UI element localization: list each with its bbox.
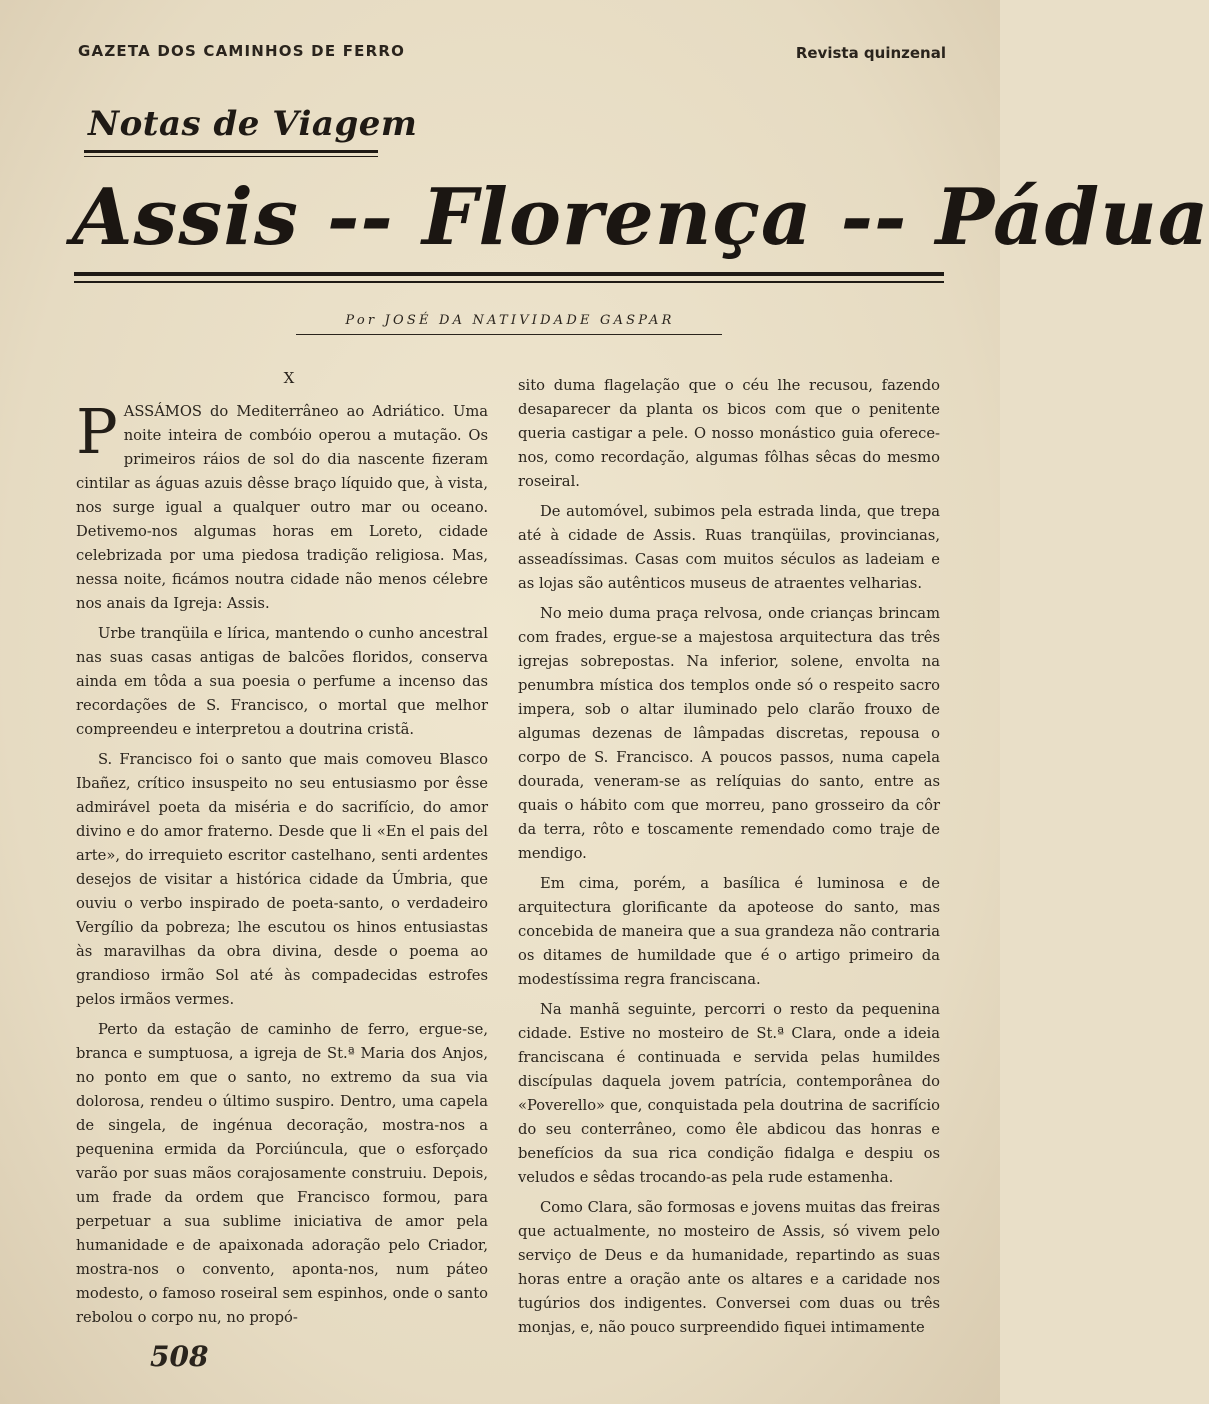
left-column [76,366,488,1336]
section-underline [84,150,378,153]
drop-cap: P [76,395,118,468]
right-column [518,374,940,1346]
paragraph: Na manhã seguinte, percorri o resto da pequenina cidade. Estive no mosteiro de St.ª Clara, onde a ideia franciscana é continuada e servida pelas humildes discípulas daquela jovem patrícia, contemporânea do «Poverello» que, conquistada pela doutrina de sacrifício do seu conterrâneo, como êle abdicou das honras e benefícios da sua rica condição fidalga e despiu os veludos e sêdas trocando-as pela rude estamenha. [518,1001,940,1186]
byline: Por JOSÉ DA NATIVIDADE GASPAR [345,313,675,328]
publication-frequency: Revista quinzenal [795,44,946,62]
bleed-through-ghost [520,120,536,174]
paragraph: Como Clara, são formosas e jovens muitas das freiras que actualmente, no mosteiro de Assis, só vivem pelo serviço de Deus e da humanidade, repartindo as suas horas entre a oração ante os altares e a caridade nos tugúrios dos indigentes. Conversei com duas ou três monjas, e, não pouco surpreendido fiquei intimamente [518,1199,940,1336]
section-title: Notas de Viagem [88,104,418,144]
paragraph: sito duma flagelação que o céu lhe recusou, fazendo desaparecer da planta os bicos com que o penitente queria castigar a pele. O nosso monástico guia oferece-nos, como recordação, algumas fôlhas sêcas do mesmo roseiral. [518,377,940,490]
paragraph: Em cima, porém, a basílica é luminosa e de arquitectura glorificante da apoteose do santo, mas concebida de maneira que a sua grandeza não contraria os ditames de humildade que é o artigo primeiro da modestíssima regra franciscana. [518,875,940,988]
paragraph: Perto da estação de caminho de ferro, ergue-se, branca e sumptuosa, a igreja de St.ª Maria dos Anjos, no ponto em que o santo, no extremo da sua via dolorosa, rendeu o último suspiro. Dentro, uma capela de singela, de ingénua decoração, mostra-nos a pequenina ermida da Porciúncula, que o esforçado varão por suas mãos corajosamente construiu. Depois, um frade da ordem que Francisco formou, para perpetuar a sua sublime iniciativa de amor pela humanidade e de apaixonada adoração pelo Criador, mostra-nos o convento, aponta-nos, num páteo modesto, o famoso roseiral sem espinhos, onde o santo rebolou o corpo nu, no propó- [76,1021,488,1326]
paragraph-text: ASSÁMOS do Mediterrâneo ao Adriático. Uma noite inteira de combóio operou a mutação. Os primeiros ráios de sol do dia nascente fizeram cintilar as águas azuis dêsse braço líquido que, à vista, nos surge igual a qualquer outro mar ou oceano. Detivemo-nos algumas horas em Loreto, cidade celebrizada por uma piedosa tradição religiosa. Mas, nessa noite, ficámos noutra cidade não menos célebre nos anais da Igreja: Assis. [76,403,488,612]
paragraph: No meio duma praça relvosa, onde crianças brincam com frades, ergue-se a majestosa arquitectura das três igrejas sobrepostas. Na inferior, solene, envolta na penumbra mística dos templos onde só o respeito sacro impera, sob o altar iluminado pelo clarão frouxo de algumas dezenas de lâmpadas discretas, repousa o corpo de S. Francisco. A poucos passos, numa capela dourada, veneram-se as relíquias do santo, entre as quais o hábito com que morreu, pano grosseiro da côr da terra, rôto e toscamente remendado como traje de mendigo. [518,605,940,862]
section-underline-thin [84,156,378,157]
page-number: 508 [150,1340,209,1373]
paragraph: S. Francisco foi o santo que mais comoveu Blasco Ibañez, crítico insuspeito no seu entusiasmo por êsse admirável poeta da miséria e do sacrifício, do amor divino e do amor fraterno. Desde que li «En el pais del arte», do irrequieto escritor castelhano, senti ardentes desejos de visitar a histórica cidade da Úmbria, que ouviu o verbo inspirado de poeta-santo, o verdadeiro Vergílio da pobreza; lhe escutou os hinos entusiastas às maravilhas da obra divina, desde o poema ao grandioso irmão Sol até às compadecidas estrofes pelos irmãos vermes. [76,751,488,1008]
title-rule-thick [74,272,944,276]
paragraph: De automóvel, subimos pela estrada linda, que trepa até à cidade de Assis. Ruas tranqüilas, provincianas, asseadíssimas. Casas com muitos séculos as ladeiam e as lojas são autênticos museus de atraentes velharias. [518,503,940,592]
title-rule-thin [74,281,944,283]
byline-rule [296,334,722,335]
article-title: Assis -- Florença -- Pádua [72,172,1209,263]
publication-title: GAZETA DOS CAMINHOS DE FERRO [78,42,406,60]
paragraph: Urbe tranqüila e lírica, mantendo o cunho ancestral nas suas casas antigas de balcões floridos, conserva ainda em tôda a sua poesia o perfume a incenso das recordações de S. Francisco, o mortal que melhor compreendeu e interpretou a doutrina cristã. [76,625,488,738]
chapter-number: X [283,369,295,387]
paragraph [76,395,488,616]
